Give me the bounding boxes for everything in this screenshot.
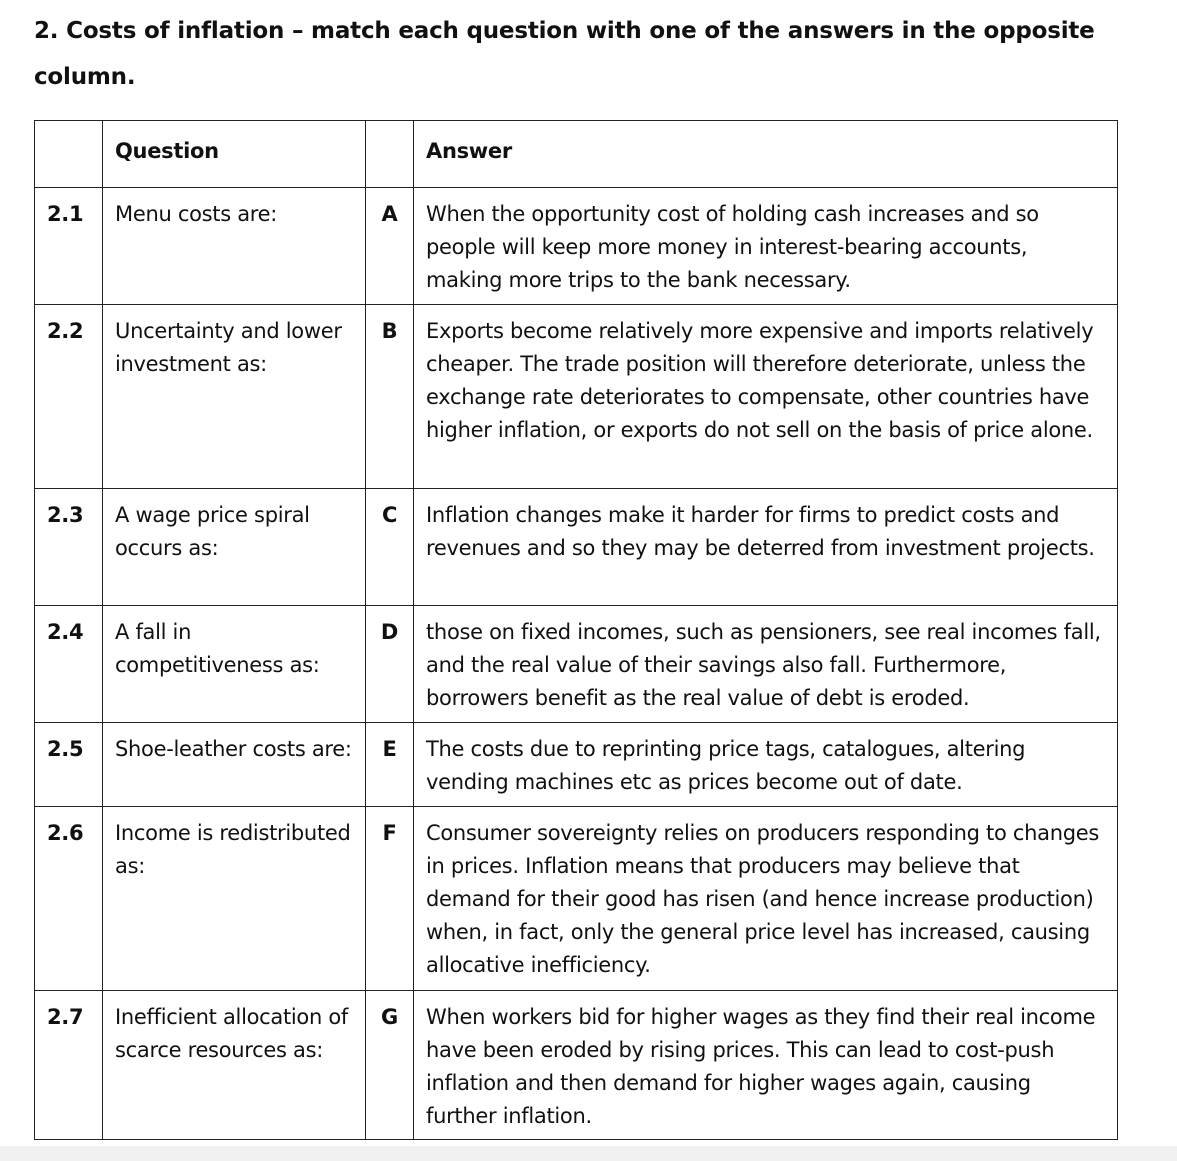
header-number-cell	[35, 121, 103, 188]
answer-letter: B	[366, 305, 414, 489]
table-row	[35, 305, 1118, 489]
table-header-row	[35, 121, 1118, 188]
question-text: Income is redistributed as:	[103, 807, 366, 991]
answer-letter: C	[366, 489, 414, 606]
question-text: Shoe-leather costs are:	[103, 723, 366, 807]
answer-text: Consumer sovereignty relies on producers responding to changes in prices. Inflation means that producers may believe that demand for their good has risen (and hence increase production) when, in fact, only the general price level has increased, causing allocative inefficiency.	[414, 807, 1118, 991]
question-text: A fall in competitiveness as:	[103, 606, 366, 723]
header-answer-cell: Answer	[414, 121, 1118, 188]
page-heading: 2. Costs of inflation – match each question with one of the answers in the opposite column.	[34, 18, 1095, 90]
answer-text: Exports become relatively more expensive and imports relatively cheaper. The trade position will therefore deteriorate, unless the exchange rate deteriorates to compensate, other countries have higher inflation, or exports do not sell on the basis of price alone.	[414, 305, 1118, 489]
answer-text: When workers bid for higher wages as they find their real income have been eroded by rising prices. This can lead to cost-push inflation and then demand for higher wages again, causing further inflation.	[414, 991, 1118, 1140]
question-text: Uncertainty and lower investment as:	[103, 305, 366, 489]
answer-text: those on fixed incomes, such as pensioners, see real incomes fall, and the real value of their savings also fall. Furthermore, borrowers benefit as the real value of debt is eroded.	[414, 606, 1118, 723]
answer-letter: D	[366, 606, 414, 723]
answer-letter: F	[366, 807, 414, 991]
table-row	[35, 723, 1118, 807]
matching-table	[34, 120, 1118, 1140]
table-row	[35, 489, 1118, 606]
answer-text: Inflation changes make it harder for firms to predict costs and revenues and so they may be deterred from investment projects.	[414, 489, 1118, 606]
answer-letter: E	[366, 723, 414, 807]
question-text: Inefficient allocation of scarce resources as:	[103, 991, 366, 1140]
question-text: A wage price spiral occurs as:	[103, 489, 366, 606]
answer-letter: G	[366, 991, 414, 1140]
question-number: 2.7	[35, 991, 103, 1140]
question-text: Menu costs are:	[103, 188, 366, 305]
page-bottom-strip	[0, 1146, 1177, 1161]
question-number: 2.6	[35, 807, 103, 991]
answer-text: When the opportunity cost of holding cash increases and so people will keep more money in interest-bearing accounts, making more trips to the bank necessary.	[414, 188, 1118, 305]
answer-text: The costs due to reprinting price tags, catalogues, altering vending machines etc as prices become out of date.	[414, 723, 1118, 807]
question-number: 2.2	[35, 305, 103, 489]
table-row	[35, 807, 1118, 991]
header-letter-cell	[366, 121, 414, 188]
question-number: 2.3	[35, 489, 103, 606]
header-question-cell: Question	[103, 121, 366, 188]
question-number: 2.5	[35, 723, 103, 807]
question-number: 2.1	[35, 188, 103, 305]
table-row	[35, 606, 1118, 723]
table-row	[35, 188, 1118, 305]
question-number: 2.4	[35, 606, 103, 723]
table-row	[35, 991, 1118, 1140]
answer-letter: A	[366, 188, 414, 305]
